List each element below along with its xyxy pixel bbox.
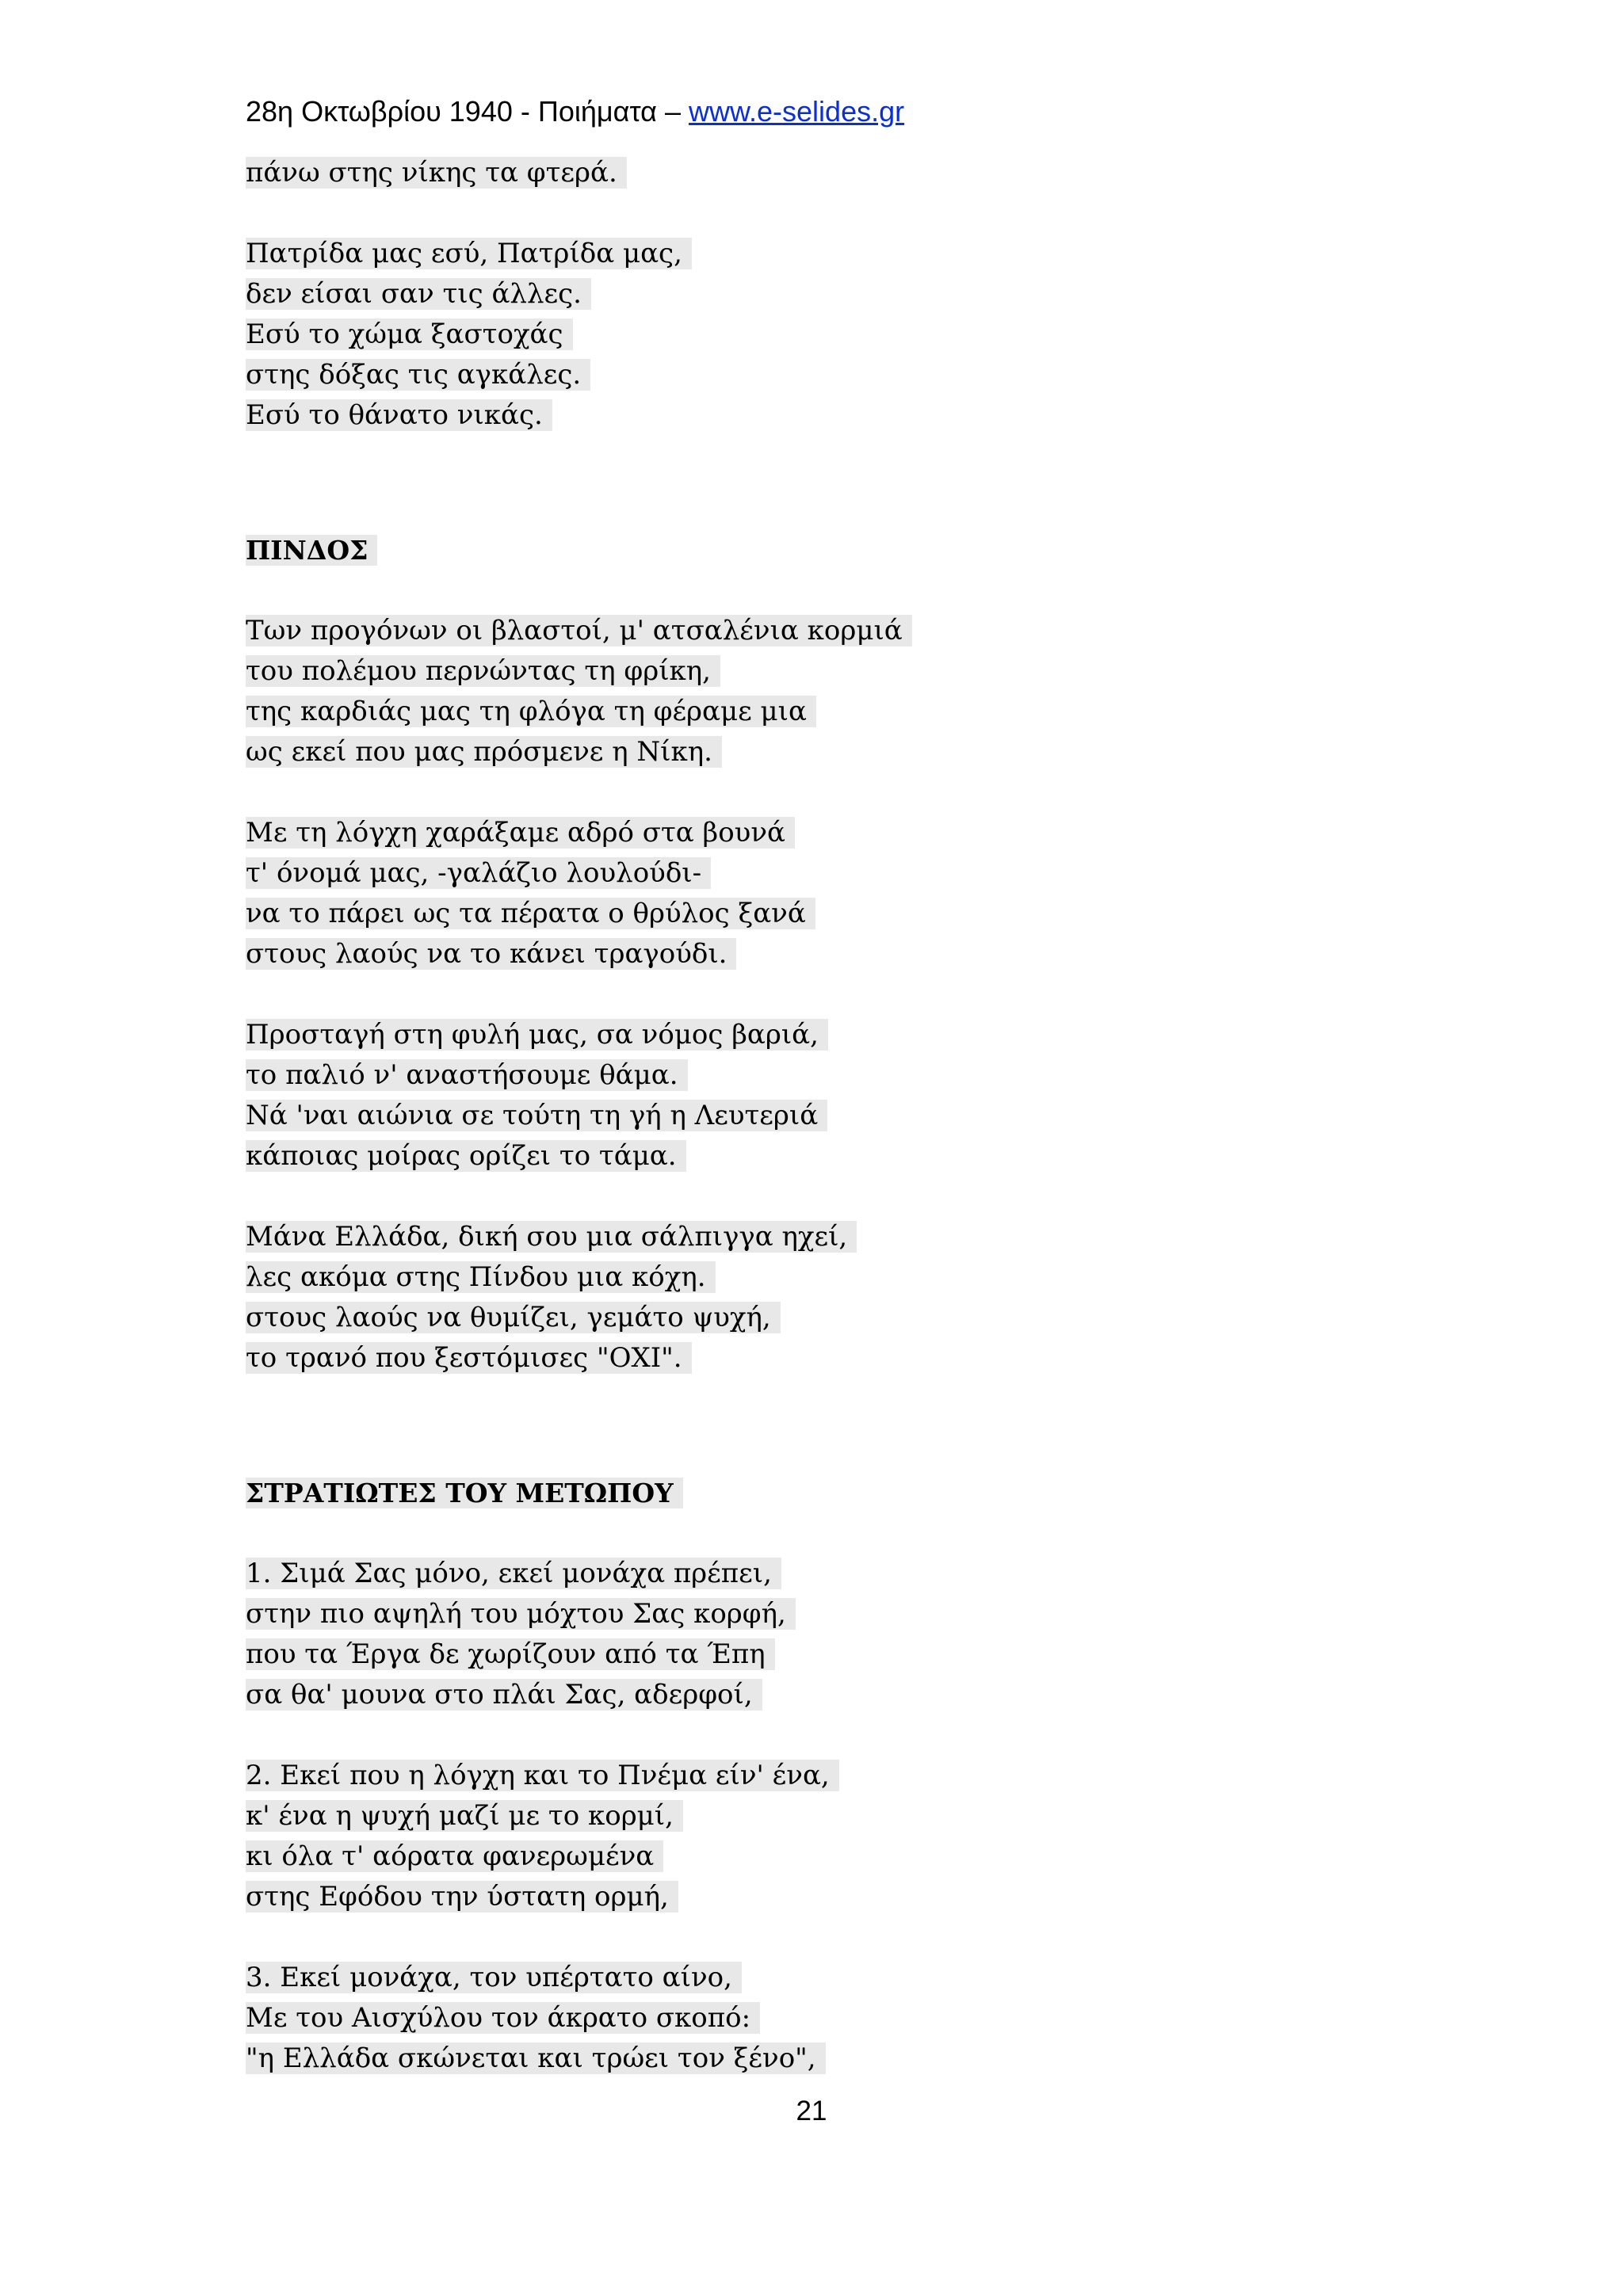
poem-line [246, 1217, 1434, 1257]
poem-line-text: το παλιό ν' αναστήσουμε θάμα. [246, 1059, 688, 1091]
poem-title-stratiotes [246, 1473, 1434, 1513]
poem-line [246, 315, 1434, 355]
poem-line-text: στην πιο αψηλή του μόχτου Σας κορφή, [246, 1598, 796, 1630]
poem-line [246, 1594, 1434, 1634]
poem-line-text: Εσύ το χώμα ξαστοχάς [246, 318, 573, 350]
poem-line [246, 1298, 1434, 1338]
poem-line-text: ως εκεί που μας πρόσμενε η Νίκη. [246, 736, 722, 768]
poem-line-text: 3. Εκεί μονάχα, τον υπέρτατο αίνο, [246, 1962, 742, 1993]
poem-line [246, 234, 1434, 274]
poem-line-text: 2. Εκεί που η λόγχη και το Πνέμα είν' ένα, [246, 1760, 839, 1791]
poem-line-text: Πατρίδα μας εσύ, Πατρίδα μας, [246, 238, 692, 269]
poem-line [246, 153, 1434, 193]
poem-title-text: ΣΤΡΑΤΙΩΤΕΣ ΤΟΥ ΜΕΤΩΠΟΥ [246, 1478, 683, 1508]
poem-line-text: "η Ελλάδα σκώνεται και τρώει τον ξένο", [246, 2042, 826, 2074]
poem-line [246, 1554, 1434, 1594]
poem-line-text: Προσταγή στη φυλή μας, σα νόμος βαριά, [246, 1019, 828, 1051]
poem-title-pindos [246, 530, 1434, 570]
poem-line-text: δεν είσαι σαν τις άλλες. [246, 278, 591, 310]
poem-line-text: που τα Έργα δε χωρίζουν από τα Έπη [246, 1638, 775, 1670]
poem-line [246, 1634, 1434, 1675]
poem-line [246, 1338, 1434, 1379]
poem-line [246, 1257, 1434, 1298]
poem-line-text: κ' ένα η ψυχή μαζί με το κορμί, [246, 1800, 683, 1832]
poem-line [246, 274, 1434, 315]
poem-line [246, 355, 1434, 395]
poem-line-text: πάνω στης νίκης τα φτερά. [246, 157, 627, 189]
poem-line-text: Με του Αισχύλου τον άκρατο σκοπό: [246, 2002, 760, 2034]
poem-line-text: Μάνα Ελλάδα, δική σου μια σάλπιγγα ηχεί, [246, 1221, 857, 1253]
poem-line-text: Με τη λόγχη χαράξαμε αδρό στα βουνά [246, 817, 795, 849]
poem-line [246, 853, 1434, 894]
poem-line-text: στους λαούς να θυμίζει, γεμάτο ψυχή, [246, 1302, 781, 1333]
poem-line [246, 934, 1434, 974]
poem-line [246, 1055, 1434, 1096]
pindos-stanza-1 [246, 611, 1434, 772]
poem-line-text: 1. Σιμά Σας μόνο, εκεί μονάχα πρέπει, [246, 1558, 781, 1589]
poem-line-text: το τρανό που ξεστόμισες "ΟΧΙ". [246, 1342, 692, 1374]
poem-line-text: Των προγόνων οι βλαστοί, μ' ατσαλένια κορμιά [246, 615, 912, 646]
poem-line-text: τ' όνομά μας, -γαλάζιο λουλούδι- [246, 857, 711, 889]
stanza-patrida [246, 234, 1434, 436]
poem-line-text: λες ακόμα στης Πίνδου μια κόχη. [246, 1261, 716, 1293]
header-title: 28η Οκτωβρίου 1940 - Ποιήματα – [246, 95, 689, 128]
poem-line-text: της καρδιάς μας τη φλόγα τη φέραμε μια [246, 696, 816, 727]
poem-line [246, 813, 1434, 853]
pindos-stanza-4 [246, 1217, 1434, 1379]
pindos-stanza-2 [246, 813, 1434, 974]
pindos-stanza-3 [246, 1015, 1434, 1177]
poem-line-text: Νά 'ναι αιώνια σε τούτη τη γή η Λευτεριά [246, 1100, 827, 1131]
poem-line [246, 692, 1434, 732]
poem-line [246, 1998, 1434, 2039]
poem-line [246, 1958, 1434, 1998]
poem-line [246, 1756, 1434, 1796]
poem-line [246, 395, 1434, 436]
poem-content [246, 153, 1434, 2079]
poem-line-text: σα θα' μουνα στο πλάι Σας, αδερφοί, [246, 1679, 762, 1711]
poem-line [246, 1096, 1434, 1136]
poem-line [246, 894, 1434, 934]
poem-line [246, 651, 1434, 692]
stratiotes-stanza-1 [246, 1554, 1434, 1715]
poem-line [246, 1877, 1434, 1917]
poem-line-text: να το πάρει ως τα πέρατα ο θρύλος ξανά [246, 898, 815, 929]
poem-line-text: κάποιας μοίρας ορίζει το τάμα. [246, 1140, 686, 1172]
poem-line-text: κι όλα τ' αόρατα φανερωμένα [246, 1840, 663, 1872]
stratiotes-stanza-2 [246, 1756, 1434, 1917]
poem-line [246, 2039, 1434, 2079]
poem-line [246, 732, 1434, 772]
running-header [246, 93, 904, 131]
poem-line [246, 1136, 1434, 1177]
stratiotes-stanza-3 [246, 1958, 1434, 2079]
poem-line [246, 1015, 1434, 1055]
poem-line-text: του πολέμου περνώντας τη φρίκη, [246, 655, 720, 687]
poem-line [246, 1675, 1434, 1715]
header-website-link[interactable]: www.e-selides.gr [689, 95, 905, 128]
poem-line [246, 1836, 1434, 1877]
poem-line-text: στης δόξας τις αγκάλες. [246, 359, 590, 391]
poem-line-text: στους λαούς να το κάνει τραγούδι. [246, 938, 736, 970]
poem-title-text: ΠΙΝΔΟΣ [246, 535, 377, 566]
poem-line [246, 611, 1434, 651]
poem-line-text: στης Εφόδου την ύστατη ορμή, [246, 1881, 678, 1913]
poem-line [246, 1796, 1434, 1836]
page-number: 21 [796, 2096, 827, 2126]
poem-line-text: Εσύ το θάνατο νικάς. [246, 399, 552, 431]
